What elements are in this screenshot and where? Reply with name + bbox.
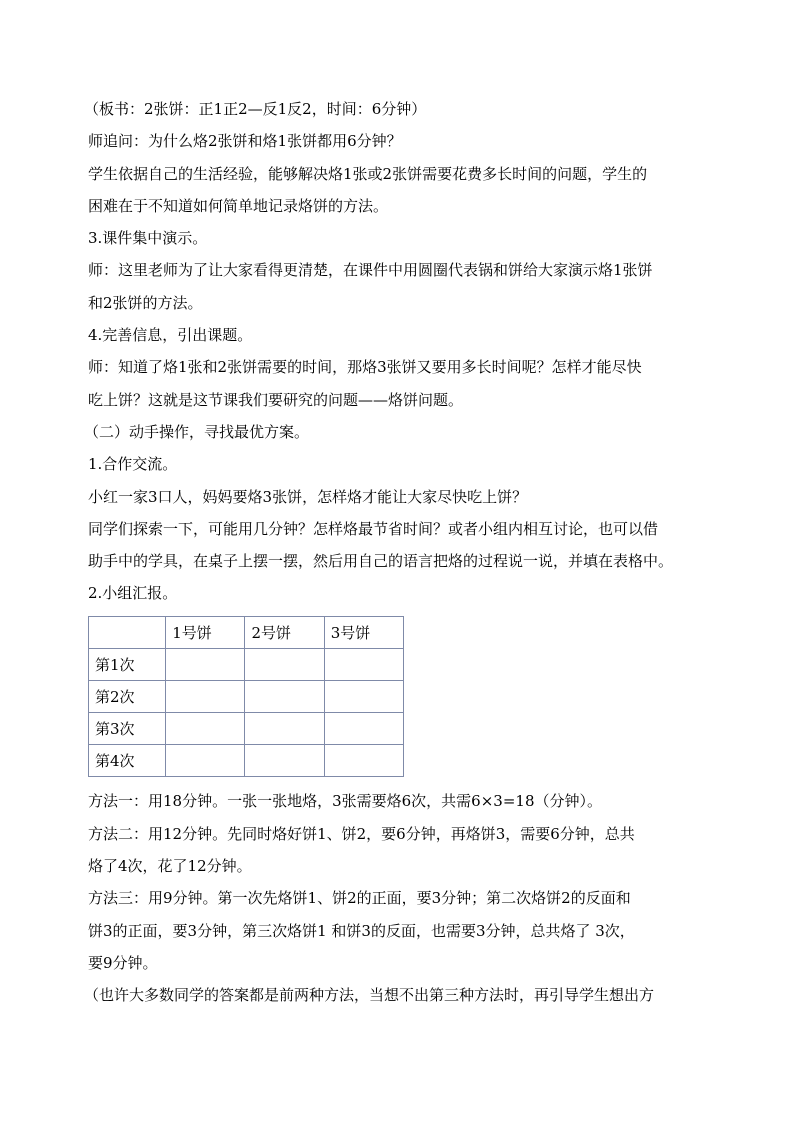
section-heading: 2.小组汇报。 <box>88 584 178 603</box>
text-line: 学生依据自己的生活经验，能够解决烙1张或2张饼需要花费多长时间的问题，学生的 <box>88 164 648 183</box>
method-three-line: 方法三：用9分钟。第一次先烙饼1、饼2的正面，要3分钟；第二次烙饼2的反面和 <box>88 889 631 908</box>
text-line: 困难在于不知道如何简单地记录烙饼的方法。 <box>88 196 389 215</box>
table-cell <box>324 649 403 681</box>
text-line: 同学们探索一下，可能用几分钟？怎样烙最节省时间？或者小组内相互讨论，也可以借 <box>88 519 659 538</box>
record-table <box>88 616 404 777</box>
text-line: 和2张饼的方法。 <box>88 293 203 312</box>
section-heading: （二）动手操作，寻找最优方案。 <box>84 422 310 441</box>
table-cell <box>245 649 324 681</box>
method-one-line: 方法一：用18分钟。一张一张地烙，3张需要烙6次，共需6×3=18（分钟）。 <box>88 792 602 811</box>
section-heading: 3.课件集中演示。 <box>88 229 208 248</box>
text-line: 师追问：为什么烙2张饼和烙1张饼都用6分钟？ <box>88 132 402 151</box>
table-header-cell: 1号饼 <box>166 617 245 649</box>
table-row-label: 第4次 <box>89 745 166 777</box>
section-heading: 4.完善信息，引出课题。 <box>88 326 253 345</box>
table-row <box>89 745 404 777</box>
table-row <box>89 649 404 681</box>
text-line: （板书：2张饼：正1正2—反1反2，时间：6分钟） <box>84 100 427 118</box>
text-line: 小红一家3口人，妈妈要烙3张饼，怎样烙才能让大家尽快吃上饼？ <box>88 487 528 506</box>
text-line: 助手中的学具，在桌子上摆一摆，然后用自己的语言把烙的过程说一说，并填在表格中。 <box>88 552 674 571</box>
table-header-cell <box>89 617 166 649</box>
section-heading: 1.合作交流。 <box>88 455 178 474</box>
text-line: 要9分钟。 <box>88 953 158 972</box>
table-header-cell: 3号饼 <box>324 617 403 649</box>
table-row <box>89 681 404 713</box>
table-cell <box>245 681 324 713</box>
text-line: 吃上饼？这就是这节课我们要研究的问题——烙饼问题。 <box>88 390 464 409</box>
document-page <box>84 97 718 1016</box>
table-cell <box>166 681 245 713</box>
method-two-line: 方法二：用12分钟。先同时烙好饼1、饼2，要6分钟，再烙饼3，需要6分钟，总共 <box>88 824 635 843</box>
table-cell <box>245 713 324 745</box>
table-row-label: 第3次 <box>89 713 166 745</box>
table-header-row <box>89 617 404 649</box>
table-header-cell: 2号饼 <box>245 617 324 649</box>
table-cell <box>166 713 245 745</box>
text-line: 师：这里老师为了让大家看得更清楚，在课件中用圆圈代表锅和饼给大家演示烙1张饼 <box>88 261 653 280</box>
table-cell <box>166 745 245 777</box>
text-line: （也许大多数同学的答案都是前两种方法，当想不出第三种方法时，再引导学生想出方 <box>84 986 655 1005</box>
text-line: 烙了4次，花了12分钟。 <box>88 857 252 876</box>
table-row-label: 第1次 <box>89 649 166 681</box>
record-table-wrapper <box>88 616 718 777</box>
text-line: 饼3的正面，要3分钟，第三次烙饼1 和饼3的反面，也需要3分钟，总共烙了 3次， <box>88 921 635 940</box>
table-cell <box>324 713 403 745</box>
table-cell <box>324 745 403 777</box>
table-row-label: 第2次 <box>89 681 166 713</box>
table-row <box>89 713 404 745</box>
table-cell <box>245 745 324 777</box>
table-cell <box>166 649 245 681</box>
table-cell <box>324 681 403 713</box>
text-line: 师：知道了烙1张和2张饼需要的时间，那烙3张饼又要用多长时间呢？怎样才能尽快 <box>88 358 642 377</box>
